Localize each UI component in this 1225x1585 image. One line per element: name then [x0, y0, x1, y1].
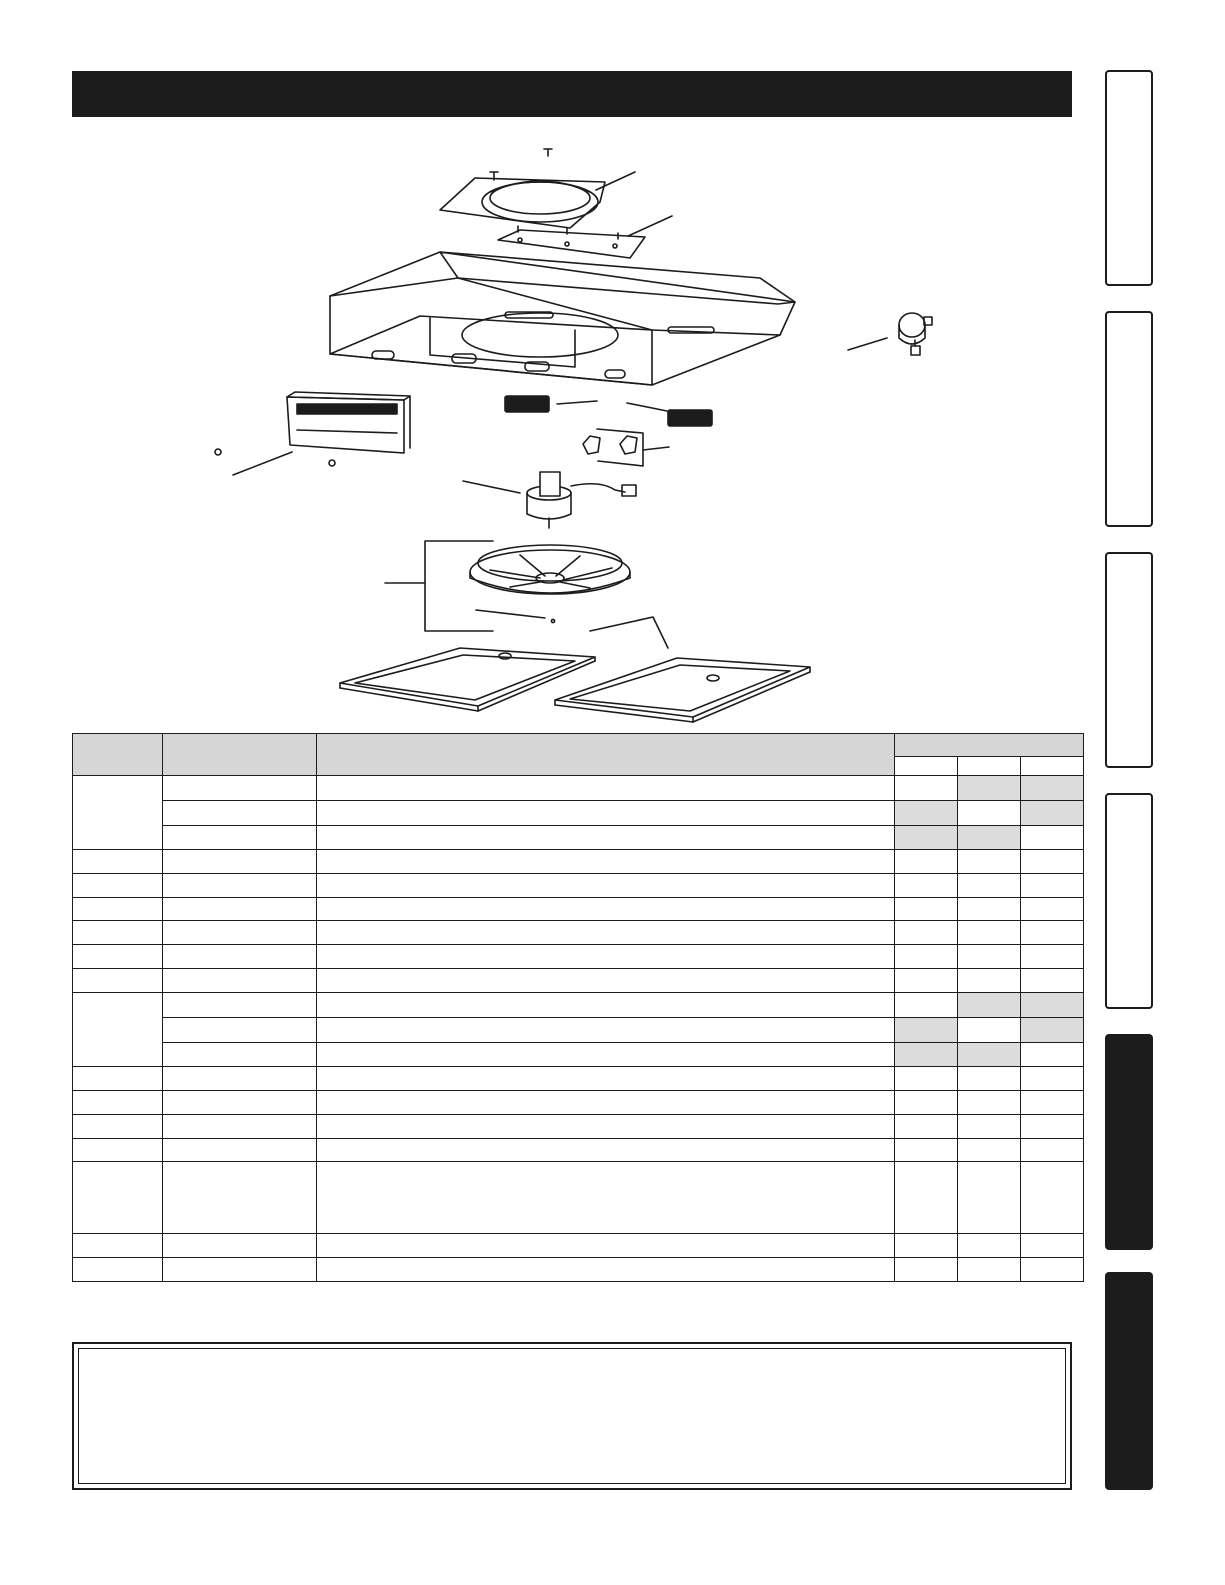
cell-part [163, 1257, 317, 1281]
cell-model-1 [895, 1114, 958, 1138]
cell-model-1 [895, 776, 958, 801]
table-row [73, 1018, 1084, 1043]
duct-collar-plate [440, 178, 605, 228]
page-header-bar [72, 71, 1072, 117]
cell-key-no [73, 1234, 163, 1258]
cell-key-no [73, 969, 163, 993]
cell-part [163, 921, 317, 945]
side-tab-1[interactable] [1105, 70, 1153, 286]
cell-model-3 [1021, 945, 1084, 969]
cell-part [163, 993, 317, 1018]
table-row [73, 1162, 1084, 1234]
cell-part [163, 1090, 317, 1114]
cell-model-1 [895, 969, 958, 993]
cell-model-1 [895, 897, 958, 921]
side-tab-4[interactable] [1105, 793, 1153, 1009]
blower-wheel [470, 545, 630, 594]
cell-model-2 [958, 849, 1021, 873]
cell-model-3 [1021, 1138, 1084, 1162]
grease-filter-right [555, 658, 810, 722]
cell-key-no [73, 849, 163, 873]
cell-model-2 [958, 1066, 1021, 1090]
cell-model-3 [1021, 1090, 1084, 1114]
cell-model-3 [1021, 1043, 1084, 1067]
cell-description [317, 1138, 895, 1162]
blower-motor [527, 472, 636, 528]
cell-key-no [73, 1162, 163, 1234]
table-row [73, 993, 1084, 1018]
cell-description [317, 800, 895, 825]
cell-part [163, 897, 317, 921]
cell-description [317, 1066, 895, 1090]
header-part-no [163, 734, 317, 776]
table-row [73, 776, 1084, 801]
cell-key-no [73, 776, 163, 850]
table-row [73, 1257, 1084, 1281]
cell-model-2 [958, 800, 1021, 825]
cell-description [317, 873, 895, 897]
cell-part [163, 1114, 317, 1138]
cell-model-3 [1021, 800, 1084, 825]
cell-model-3 [1021, 776, 1084, 801]
cell-model-3 [1021, 825, 1084, 849]
cell-model-1 [895, 1162, 958, 1234]
side-tab-strip [1105, 0, 1153, 1585]
header-model-2 [958, 757, 1021, 776]
header-key-no [73, 734, 163, 776]
cell-description [317, 897, 895, 921]
cell-key-no [73, 945, 163, 969]
cell-model-1 [895, 873, 958, 897]
cell-model-3 [1021, 873, 1084, 897]
header-description [317, 734, 895, 776]
cell-part [163, 825, 317, 849]
callout-leader [476, 610, 545, 618]
callout-leader [627, 403, 667, 411]
cell-model-2 [958, 1018, 1021, 1043]
cell-description [317, 945, 895, 969]
cell-description [317, 1114, 895, 1138]
cell-model-1 [895, 993, 958, 1018]
table-row [73, 1114, 1084, 1138]
cell-model-2 [958, 945, 1021, 969]
exploded-parts-diagram [200, 140, 1000, 725]
cell-model-3 [1021, 897, 1084, 921]
callout-leader [233, 452, 292, 475]
table-row [73, 1234, 1084, 1258]
cell-description [317, 1162, 895, 1234]
lamp-holders [583, 436, 637, 454]
cell-key-no [73, 897, 163, 921]
cell-description [317, 1043, 895, 1067]
switch-assembly [505, 396, 712, 426]
side-tab-6[interactable] [1105, 1272, 1153, 1490]
callout-leader [557, 401, 597, 404]
cell-model-1 [895, 800, 958, 825]
cell-model-1 [895, 1257, 958, 1281]
cell-model-1 [895, 1043, 958, 1067]
cell-description [317, 1257, 895, 1281]
cell-model-2 [958, 873, 1021, 897]
cell-model-2 [958, 1138, 1021, 1162]
cell-key-no [73, 1066, 163, 1090]
cell-description [317, 1234, 895, 1258]
wiring-box [287, 392, 410, 453]
cell-model-2 [958, 897, 1021, 921]
cell-model-3 [1021, 1234, 1084, 1258]
cell-part [163, 776, 317, 801]
cell-model-2 [958, 1043, 1021, 1067]
cell-model-2 [958, 1114, 1021, 1138]
cell-description [317, 776, 895, 801]
screw-icon [551, 619, 554, 622]
cell-description [317, 825, 895, 849]
side-tab-5[interactable] [1105, 1034, 1153, 1250]
cell-model-2 [958, 825, 1021, 849]
callout-leader [628, 216, 672, 236]
cell-description [317, 993, 895, 1018]
cell-description [317, 849, 895, 873]
table-row [73, 1066, 1084, 1090]
cell-description [317, 969, 895, 993]
screw-icon [329, 460, 335, 466]
cell-model-1 [895, 921, 958, 945]
cell-key-no [73, 1114, 163, 1138]
cell-part [163, 873, 317, 897]
mounting-bracket [498, 226, 645, 258]
table-row [73, 825, 1084, 849]
screw-icon [215, 449, 221, 455]
cell-part [163, 800, 317, 825]
light-socket-assembly [899, 313, 932, 355]
cell-model-2 [958, 1162, 1021, 1234]
cell-part [163, 1138, 317, 1162]
cell-part [163, 849, 317, 873]
cell-model-2 [958, 1257, 1021, 1281]
cell-model-1 [895, 849, 958, 873]
cell-model-1 [895, 1066, 958, 1090]
cell-model-2 [958, 1090, 1021, 1114]
cell-description [317, 1090, 895, 1114]
callout-leader [596, 172, 635, 190]
table-row [73, 969, 1084, 993]
cell-part [163, 1043, 317, 1067]
cell-model-3 [1021, 921, 1084, 945]
cell-model-2 [958, 969, 1021, 993]
cell-model-3 [1021, 1162, 1084, 1234]
note-box-inner [78, 1348, 1066, 1484]
cell-part [163, 945, 317, 969]
cell-model-1 [895, 1090, 958, 1114]
callout-bracket [425, 541, 493, 631]
table-row [73, 1090, 1084, 1114]
cell-description [317, 921, 895, 945]
cell-key-no [73, 921, 163, 945]
cell-model-2 [958, 921, 1021, 945]
header-models [895, 734, 1084, 757]
callout-leader [848, 338, 887, 350]
table-row [73, 800, 1084, 825]
table-row [73, 1138, 1084, 1162]
table-row [73, 897, 1084, 921]
cell-description [317, 1018, 895, 1043]
cell-model-3 [1021, 993, 1084, 1018]
cell-key-no [73, 1257, 163, 1281]
cell-key-no [73, 1090, 163, 1114]
callout-leader [643, 447, 669, 450]
cell-key-no [73, 1138, 163, 1162]
cell-model-3 [1021, 1257, 1084, 1281]
side-tab-2[interactable] [1105, 311, 1153, 527]
table-row [73, 873, 1084, 897]
cell-model-2 [958, 776, 1021, 801]
callout-leader [590, 617, 668, 648]
screw-icon [490, 149, 552, 180]
cell-model-3 [1021, 1066, 1084, 1090]
grease-filter-left [340, 648, 595, 711]
table-row [73, 1043, 1084, 1067]
parts-list-table [72, 733, 1084, 1282]
cell-model-1 [895, 945, 958, 969]
cell-model-3 [1021, 1018, 1084, 1043]
callout-leader [463, 481, 520, 493]
cell-part [163, 1234, 317, 1258]
header-model-3 [1021, 757, 1084, 776]
side-tab-3[interactable] [1105, 552, 1153, 768]
cell-key-no [73, 873, 163, 897]
cell-model-2 [958, 1234, 1021, 1258]
cell-model-1 [895, 1234, 958, 1258]
cell-part [163, 969, 317, 993]
cell-model-3 [1021, 969, 1084, 993]
cell-model-1 [895, 1018, 958, 1043]
header-model-1 [895, 757, 958, 776]
range-hood-body [330, 252, 795, 385]
cell-part [163, 1162, 317, 1234]
parts-table-body [73, 776, 1084, 1282]
cell-part [163, 1018, 317, 1043]
cell-model-1 [895, 1138, 958, 1162]
cell-model-2 [958, 993, 1021, 1018]
cell-key-no [73, 993, 163, 1067]
cell-part [163, 1066, 317, 1090]
note-box [72, 1342, 1072, 1490]
cell-model-3 [1021, 1114, 1084, 1138]
table-row [73, 945, 1084, 969]
cell-model-1 [895, 825, 958, 849]
table-row [73, 849, 1084, 873]
table-row [73, 921, 1084, 945]
cell-model-3 [1021, 849, 1084, 873]
